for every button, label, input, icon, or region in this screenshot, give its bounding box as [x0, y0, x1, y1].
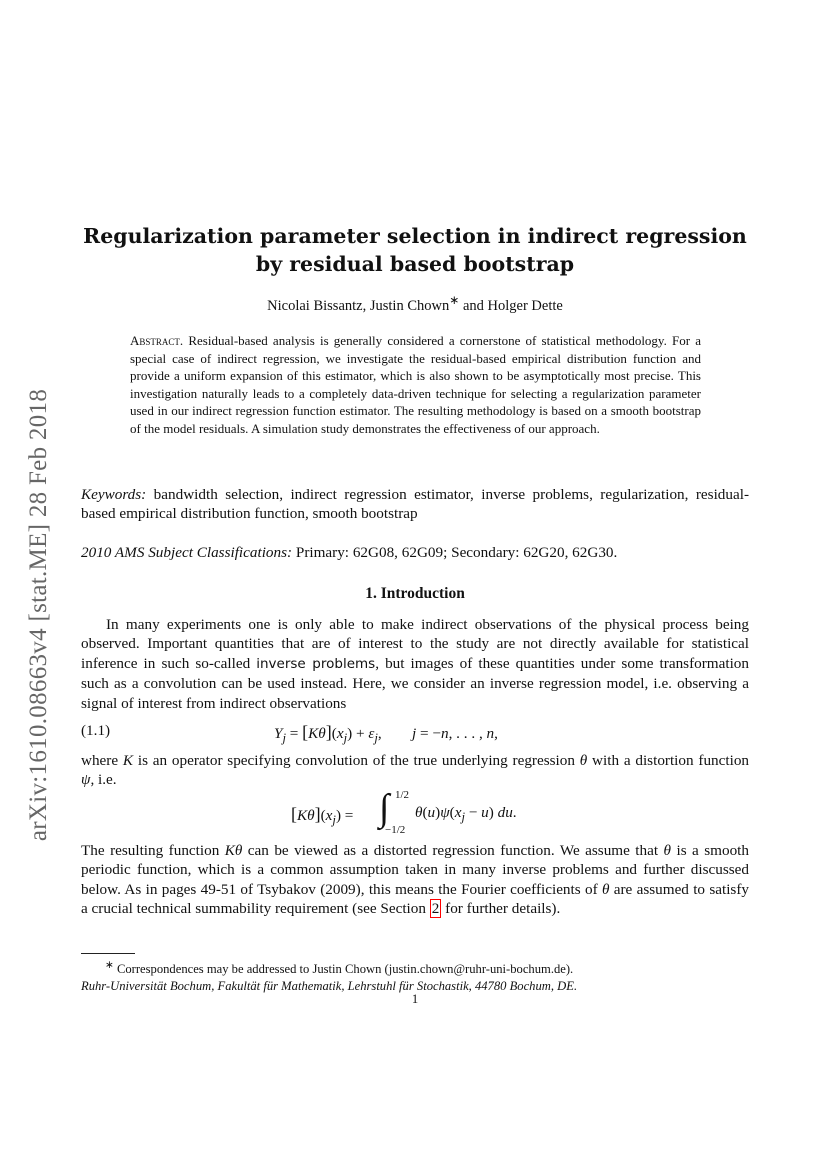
footnote-divider: [81, 953, 135, 954]
para1-emphasis: inverse problems: [256, 655, 376, 672]
para2-text-b: is an operator specifying convolution of the true underlying regression: [133, 752, 580, 769]
title-line-1: Regularization parameter selection in indirect regression: [83, 224, 747, 248]
para3-text-a: The resulting function: [81, 842, 225, 859]
footnote-correspondence: [81, 958, 749, 978]
page-number: 1: [411, 992, 419, 1006]
integral-sign: ∫: [379, 787, 390, 829]
para1-text-b: , but images of these quantities under some transformation such as a convolution can be used instead. Here, we consider an inverse regression model, i.e. observing a signal of interest from indirect observations: [81, 654, 749, 712]
footnote-mark: ∗: [105, 960, 114, 971]
equation-1-1: [81, 720, 749, 744]
paper-title: [81, 222, 749, 278]
para2-text-d: , i.e.: [90, 771, 117, 789]
section-reference-link[interactable]: 2: [431, 900, 440, 918]
footnote-text: Correspondences may be addressed to Justin Chown (justin.chown@ruhr-uni-bochum.de).: [113, 962, 574, 977]
section-heading: 1. Introduction: [365, 585, 465, 602]
integral-upper-limit: 1/2: [395, 789, 410, 801]
para3-text-b: can be viewed as a distorted regression function. We assume that: [242, 842, 664, 859]
ams-classification: [81, 543, 749, 562]
para3-text-d: are assumed to satisfy a crucial technical summability requirement (see Section: [81, 880, 749, 918]
intro-paragraph-3: The resulting function Kθ can be viewed as a distorted regression function. We assume that θ is a smooth periodic function, which is a common assumption taken in many inverse problems and further discussed below. As in pages 49-51 of Tsybakov (2009), this means the Fourier coefficients of θ are assumed to satisfy a crucial technical summability requirement (see Section 2 for further details).: [81, 842, 749, 918]
keywords-text: bandwidth selection, indirect regression estimator, inverse problems, regularization, residual-based empirical distribution function, smooth bootstrap: [81, 486, 749, 523]
authors-names-b: and Holger Dette: [459, 297, 563, 314]
arxiv-sidebar: [16, 357, 62, 872]
author-mark: ∗: [449, 293, 460, 307]
intro-paragraph-1: [81, 615, 749, 713]
convolution-equation: [291, 786, 591, 836]
para2-text-a: where: [81, 752, 123, 769]
footnote-affiliation: Ruhr-Universität Bochum, Fakultät für Mathematik, Lehrstuhl für Stochastik, 44780 Bochum, DE.: [81, 978, 578, 993]
convolution-rhs: $\theta(u)\psi(x_j - u)$ du.: [415, 804, 517, 825]
keywords: [81, 485, 749, 524]
abstract-heading: Abstract.: [130, 333, 184, 348]
abstract: [130, 332, 701, 438]
para2-text-c: with a distortion function: [587, 752, 750, 769]
integral-lower-limit: −1/2: [385, 824, 406, 836]
ams-label: 2010 AMS Subject Classifications:: [81, 544, 293, 561]
footnote: [81, 958, 749, 995]
convolution-lhs: $[K\theta](x_j)$ =: [291, 804, 354, 828]
title-line-2: by residual based bootstrap: [255, 252, 575, 276]
arxiv-identifier: arXiv:1610.08663v4 [stat.ME] 28 Feb 2018: [25, 388, 53, 841]
author-list: [81, 293, 749, 315]
equation-1-1-formula: $Y_j = [K\theta](x_j) + \varepsilon_j$, j = −n, . . . , n,: [274, 722, 498, 746]
equation-number: (1.1): [81, 722, 111, 739]
para3-text-e: for further details).: [441, 900, 561, 918]
ams-text: Primary: 62G08, 62G09; Secondary: 62G20, 62G30.: [292, 544, 618, 561]
para1-text-a: In many experiments one is only able to make indirect observations of the physical process being observed. Important quantities that are of interest to the study are not directly available for statistical inference in such so-called: [81, 616, 749, 672]
abstract-text: Residual-based analysis is generally considered a cornerstone of statistical methodology. For a special case of indirect regression, we investigate the residual-based empirical distribution function and provide a uniform expansion of this estimator, which is also shown to be asymptotically most precise. This investigation naturally leads to a completely data-driven technique for selecting a regularization parameter used in our indirect regression function estimator. The resulting methodology is based on a smooth bootstrap of the model residuals. A simulation study demonstrates the effectiveness of our approach.: [130, 333, 702, 436]
authors-names-a: Nicolai Bissantz, Justin Chown: [267, 297, 450, 314]
para3-text-c: is a smooth periodic function, which is a common assumption taken in many inverse problems and further discussed below. As in pages 49-51 of Tsybakov (2009), this means the Fourier coefficients of: [81, 842, 749, 898]
keywords-label: Keywords:: [81, 486, 147, 503]
intro-paragraph-2: where K is an operator specifying convolution of the true underlying regression θ with a distortion function ψ, i.e.: [81, 752, 750, 789]
